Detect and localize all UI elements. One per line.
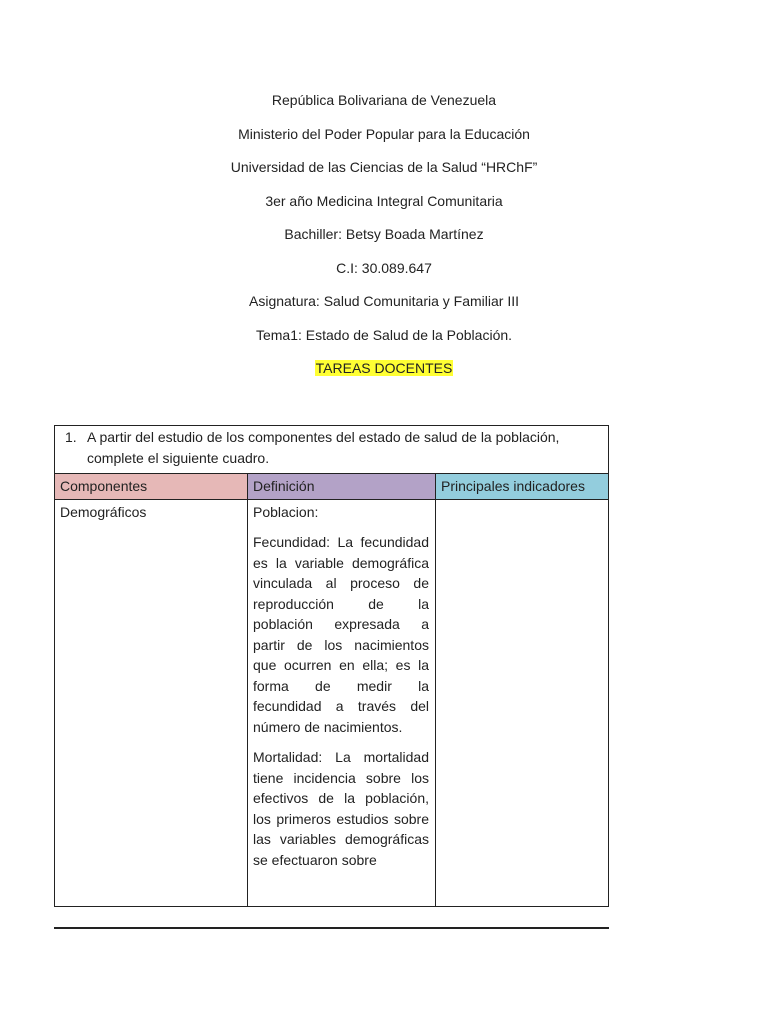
task-instruction-cell [55, 426, 609, 474]
header-topic: Tema1: Estado de Salud de la Población. [255, 326, 513, 343]
header-program: 3er año Medicina Integral Comunitaria [265, 192, 503, 209]
definition-content [253, 502, 429, 904]
table-row [55, 499, 609, 906]
header-subject: Asignatura: Salud Comunitaria y Familiar III [249, 293, 519, 309]
tareas-docentes-title: TAREAS DOCENTES [315, 360, 453, 376]
component-cell [55, 499, 248, 906]
table-header-row [55, 474, 609, 500]
definition-fecundidad: Fecundidad: La fecundidad es la variable demográfica vinculada al proceso de reproducción de la población expresada a partir de los nacimientos que ocurren en ella; es la forma de medir la fecundidad a través del número de nacimientos. [253, 534, 429, 735]
header-university: Universidad de las Ciencias de la Salud “HRChF” [230, 159, 538, 175]
column-header-componentes: Componentes [55, 474, 248, 500]
header-country: República Bolivariana de Venezuela [271, 92, 497, 108]
header-title-line [0, 356, 768, 390]
task-number: 1. [65, 429, 77, 445]
header-student: Bachiller: Betsy Boada Martínez [284, 226, 484, 242]
column-header-definicion: Definición [248, 474, 436, 500]
document-header [0, 88, 768, 390]
header-id-number: C.I: 30.089.647 [336, 259, 432, 276]
task-instruction-text: A partir del estudio de los componentes del estado de salud de la población, complete el siguiente cuadro. [87, 429, 560, 466]
column-header-indicadores: Principales indicadores [436, 474, 609, 500]
task-instruction-row [55, 426, 609, 474]
definition-poblacion: Poblacion: [253, 503, 319, 520]
header-ministry: Ministerio del Poder Popular para la Educación [238, 125, 530, 142]
task-table [54, 425, 609, 907]
definition-mortalidad: Mortalidad: La mortalidad tiene incidencia sobre los efectivos de la población, los primeros estudios sobre las variables demográficas se efectuaron sobre [253, 749, 429, 868]
component-name: Demográficos [60, 503, 147, 520]
page-bottom-rule [54, 927, 609, 929]
definition-cell [248, 499, 436, 906]
indicators-cell [436, 499, 609, 906]
